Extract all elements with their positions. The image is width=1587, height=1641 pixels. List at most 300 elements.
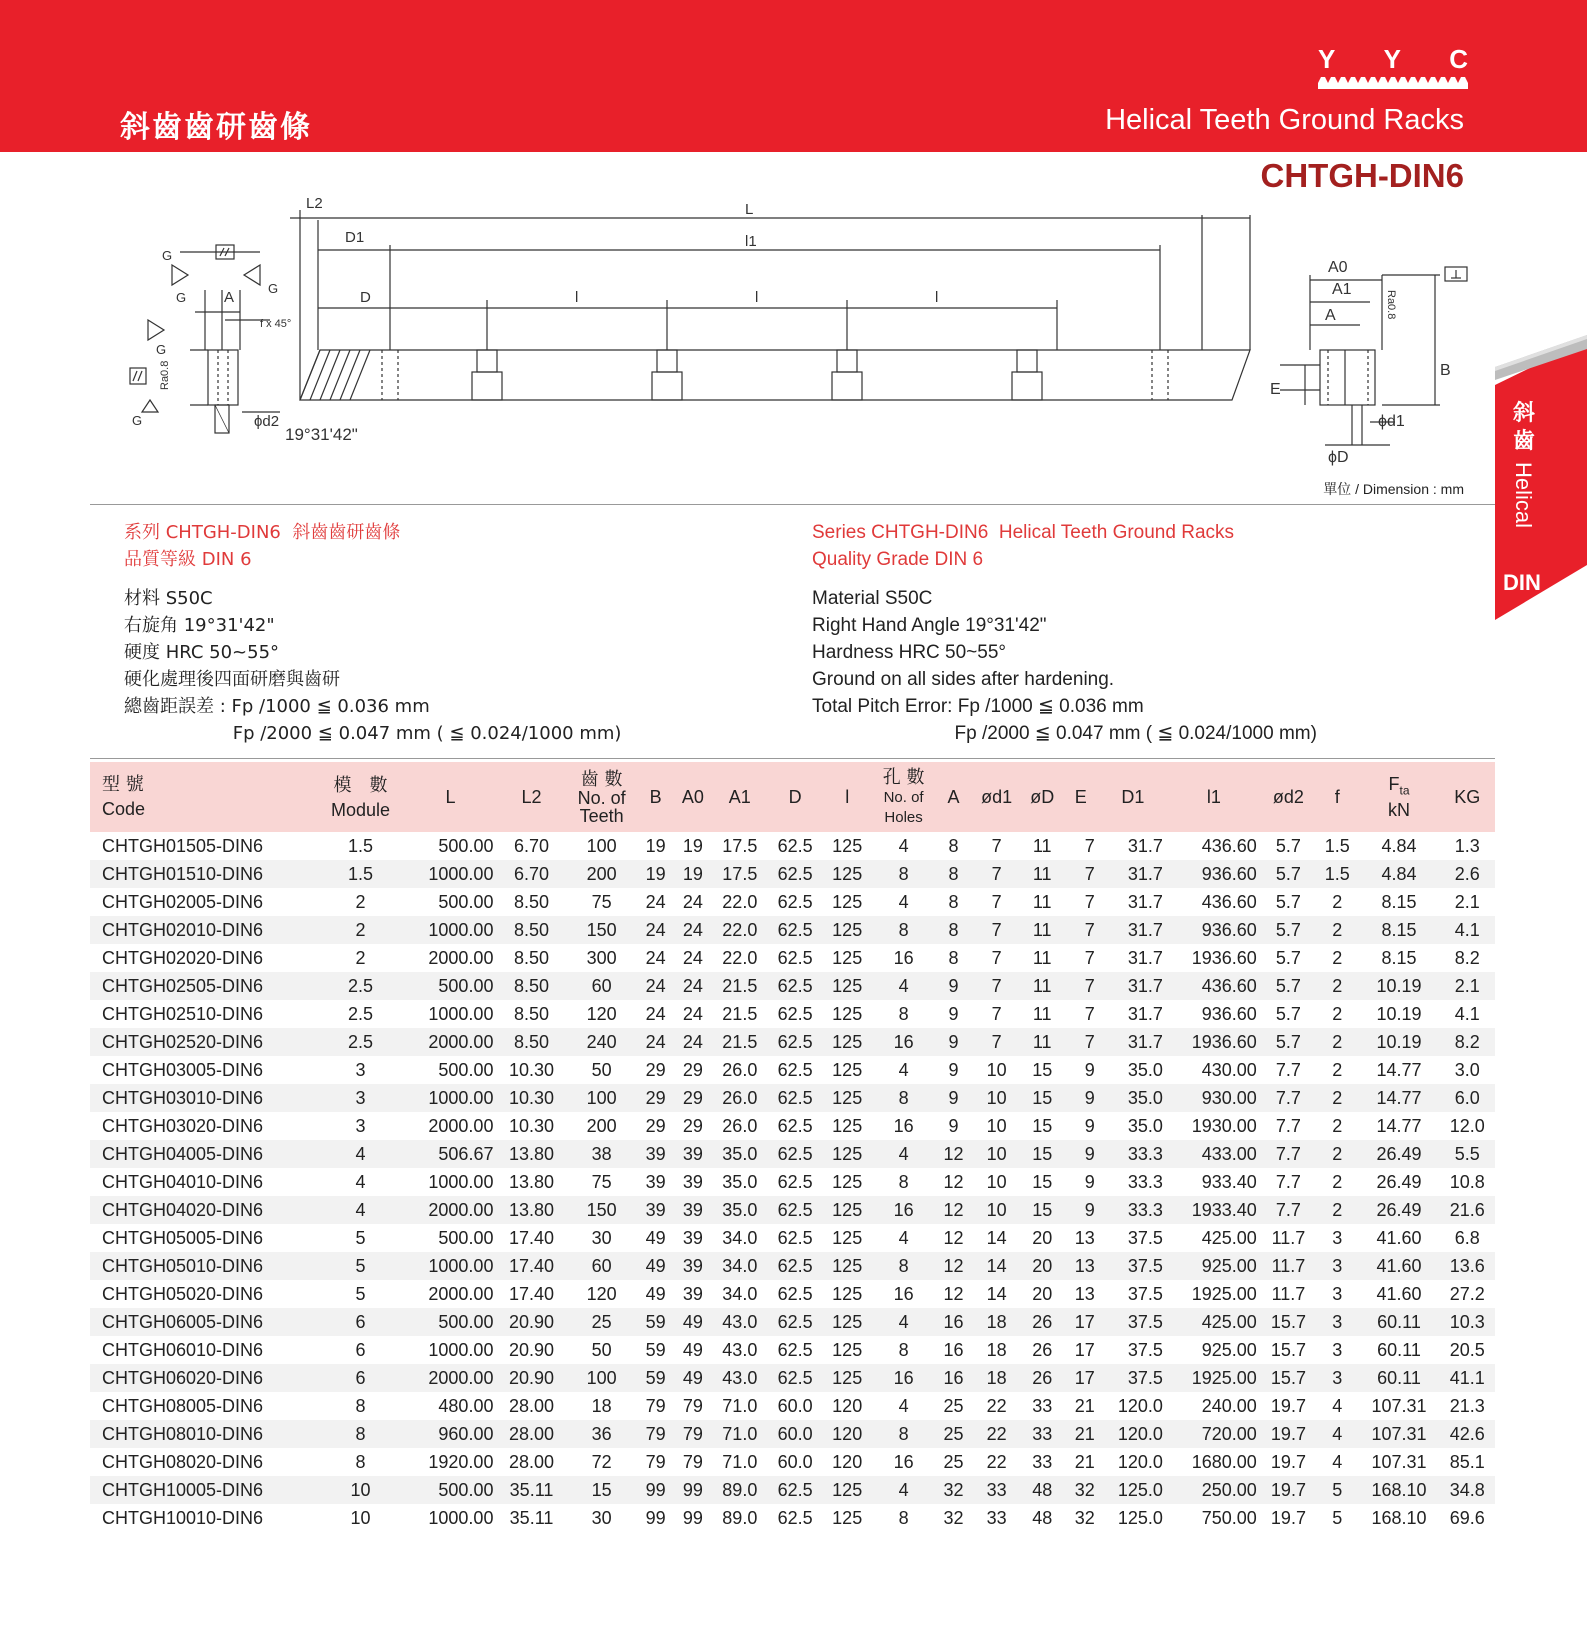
table-cell: CHTGH05005-DIN6: [102, 1227, 264, 1248]
col-header-A1: A1: [712, 762, 767, 832]
table-cell: 29: [645, 1059, 666, 1080]
spec-line: 右旋角 19°31'42": [124, 615, 275, 636]
table-cell: 13.80: [497, 1196, 565, 1224]
table-cell: 125: [832, 1003, 863, 1024]
table-cell: 49: [674, 1364, 713, 1392]
table-cell: 71.0: [722, 1395, 758, 1416]
table-cell: 1925.00: [1167, 1364, 1261, 1392]
table-cell: 59: [638, 1308, 674, 1336]
table-cell: 9: [1063, 1196, 1099, 1224]
table-cell: 24: [674, 916, 713, 944]
table-cell: 2000.00: [404, 1196, 498, 1224]
table-cell: 35.0: [1127, 1115, 1163, 1136]
table-cell: 43.0: [722, 1339, 758, 1360]
table-cell: CHTGH03020-DIN6: [102, 1115, 264, 1136]
table-cell: 8: [898, 1339, 909, 1360]
table-cell: 8: [948, 947, 959, 968]
table-cell: 26.0: [712, 1084, 767, 1112]
table-cell: 8: [872, 1084, 936, 1112]
table-cell: 10: [972, 1084, 1022, 1112]
table-cell: 240.00: [1201, 1395, 1257, 1416]
table-cell: 10.8: [1449, 1171, 1485, 1192]
table-cell: CHTGH06010-DIN6: [102, 1339, 264, 1360]
table-cell: 4: [898, 1395, 909, 1416]
table-cell: 7.7: [1275, 1059, 1301, 1080]
drawing-label: D1: [345, 229, 365, 246]
drawing-label: A: [1325, 307, 1336, 324]
table-cell: 89.0: [722, 1507, 758, 1528]
table-cell: 8: [872, 860, 936, 888]
table-cell: 1000.00: [428, 1003, 494, 1024]
table-cell: 925.00: [1201, 1339, 1257, 1360]
table-cell: 2000.00: [404, 1364, 498, 1392]
table-cell: 436.60: [1201, 891, 1257, 912]
table-cell: 11: [1032, 891, 1052, 912]
table-cell: 7.7: [1275, 1115, 1301, 1136]
table-cell: 11: [1032, 1003, 1052, 1024]
table-row: [90, 832, 1495, 860]
spec-line: Fp /2000 ≦ 0.047 mm ( ≦ 0.024/1000 mm): [124, 723, 622, 744]
drawing-label: B: [1440, 362, 1451, 379]
table-cell: 8.50: [514, 1003, 550, 1024]
table-cell: 24: [674, 972, 713, 1000]
table-cell: 1930.00: [1191, 1115, 1257, 1136]
table-cell: 25: [943, 1395, 964, 1416]
table-cell: 25: [943, 1451, 964, 1472]
table-cell: 120: [832, 1451, 863, 1472]
table-cell: 48: [1032, 1507, 1053, 1528]
table-cell: 21: [1074, 1451, 1095, 1472]
table-cell: 24: [645, 891, 666, 912]
table-cell: 32: [1074, 1507, 1095, 1528]
col-header-L: L: [404, 762, 498, 832]
table-cell: 10.30: [509, 1115, 555, 1136]
table-cell: 21.6: [1440, 1196, 1495, 1224]
table-cell: 125: [832, 1507, 863, 1528]
table-cell: 29: [682, 1059, 703, 1080]
table-cell: 24: [638, 916, 674, 944]
table-cell: 19.7: [1261, 1420, 1316, 1448]
table-cell: 15: [1022, 1140, 1063, 1168]
table-cell: 125: [823, 1252, 872, 1280]
table-cell: 9: [948, 1115, 959, 1136]
table-cell: 4.1: [1440, 916, 1495, 944]
table-cell: 436.60: [1201, 835, 1257, 856]
table-cell: 1000.00: [428, 1339, 494, 1360]
table-cell: 3.0: [1454, 1059, 1480, 1080]
table-cell: 33: [972, 1476, 1022, 1504]
table-cell: 2: [1332, 1171, 1343, 1192]
table-cell: 39: [674, 1196, 713, 1224]
table-cell: 2: [1316, 916, 1358, 944]
table-cell: 8.2: [1440, 1028, 1495, 1056]
table-cell: 250.00: [1167, 1476, 1261, 1504]
table-cell: 60.0: [777, 1451, 813, 1472]
col-header-teeth: 齒 數 No. of Teeth: [566, 762, 638, 832]
table-cell: 19.7: [1270, 1507, 1306, 1528]
table-cell: 34.0: [722, 1283, 758, 1304]
table-cell: 2: [1316, 1140, 1358, 1168]
drawing-label: A0: [1328, 259, 1348, 276]
table-cell: 1000.00: [404, 1084, 498, 1112]
table-cell: 8.15: [1381, 947, 1417, 968]
table-cell: 24: [682, 947, 703, 968]
table-cell: 22.0: [722, 947, 758, 968]
table-cell: CHTGH04005-DIN6: [90, 1140, 317, 1168]
table-header-row: [90, 762, 1495, 832]
table-cell: 12: [943, 1283, 964, 1304]
table-cell: 25: [936, 1420, 972, 1448]
table-cell: 7: [1084, 835, 1095, 856]
table-cell: 7: [991, 1003, 1002, 1024]
table-cell: 936.60: [1167, 916, 1261, 944]
series-en: Series CHTGH-DIN6 Helical Teeth Ground Racks: [812, 522, 1235, 543]
col-header-A0: A0: [674, 762, 713, 832]
table-cell: 2: [1332, 1003, 1343, 1024]
table-cell: 15: [1032, 1059, 1053, 1080]
table-cell: 9: [936, 1028, 972, 1056]
table-cell: 3: [1316, 1308, 1358, 1336]
table-row: [90, 1476, 1495, 1504]
table-cell: CHTGH02020-DIN6: [102, 947, 264, 968]
table-cell: 41.60: [1376, 1227, 1422, 1248]
table-cell: 26.0: [722, 1059, 758, 1080]
table-cell: 7: [1063, 916, 1099, 944]
table-cell: 125: [823, 916, 872, 944]
table-cell: 930.00: [1167, 1084, 1261, 1112]
table-cell: 17.40: [509, 1283, 555, 1304]
table-cell: 17.40: [509, 1227, 555, 1248]
table-row: [90, 1280, 1495, 1308]
table-cell: 150: [566, 916, 638, 944]
table-cell: 925.00: [1167, 1252, 1261, 1280]
table-cell: 19.7: [1261, 1476, 1316, 1504]
table-cell: 5: [355, 1283, 366, 1304]
table-cell: 5.7: [1261, 1028, 1316, 1056]
table-cell: 2: [355, 947, 366, 968]
logo-letter: Y: [1383, 44, 1401, 74]
table-cell: 19: [645, 835, 666, 856]
table-cell: 33.3: [1127, 1171, 1163, 1192]
table-cell: 8: [872, 1252, 936, 1280]
gear-teeth-icon: [1318, 77, 1468, 89]
table-cell: 31.7: [1099, 916, 1167, 944]
table-cell: 1920.00: [428, 1451, 494, 1472]
table-cell: 33.3: [1099, 1140, 1167, 1168]
table-cell: 10: [986, 1059, 1007, 1080]
drawing-label: Ra0.8: [159, 360, 171, 390]
table-cell: 39: [638, 1196, 674, 1224]
table-cell: 125: [832, 1227, 863, 1248]
table-cell: 506.67: [404, 1140, 498, 1168]
table-cell: 75: [591, 1171, 612, 1192]
table-cell: 8.2: [1454, 947, 1480, 968]
table-cell: 3: [1332, 1283, 1343, 1304]
table-cell: 4.84: [1381, 835, 1417, 856]
table-cell: 20: [1032, 1227, 1053, 1248]
table-cell: 7: [991, 835, 1002, 856]
col-header-f: f: [1316, 762, 1358, 832]
table-row: [90, 1028, 1495, 1056]
table-cell: 39: [682, 1283, 703, 1304]
table-cell: 16: [893, 1451, 914, 1472]
table-cell: 8.15: [1359, 916, 1440, 944]
table-cell: 79: [682, 1451, 703, 1472]
table-cell: 60.0: [767, 1420, 822, 1448]
table-cell: 2000.00: [428, 1283, 494, 1304]
table-row: [90, 1336, 1495, 1364]
table-cell: 500.00: [404, 1476, 498, 1504]
table-cell: 12: [936, 1196, 972, 1224]
table-cell: 35.11: [509, 1507, 554, 1528]
table-cell: 31.7: [1127, 891, 1163, 912]
table-cell: 62.5: [767, 1364, 822, 1392]
table-cell: 100: [586, 835, 617, 856]
table-cell: 26.0: [722, 1115, 758, 1136]
table-cell: 125: [832, 1339, 863, 1360]
table-cell: 32: [936, 1476, 972, 1504]
table-cell: 1000.00: [404, 916, 498, 944]
cross-section-left-view: [130, 245, 280, 433]
table-cell: 4: [872, 1140, 936, 1168]
table-cell: 12: [943, 1227, 964, 1248]
table-cell: 11.7: [1271, 1227, 1306, 1248]
table-cell: 13: [1074, 1227, 1095, 1248]
table-cell: 49: [638, 1252, 674, 1280]
table-cell: 8: [948, 835, 959, 856]
table-cell: 41.1: [1440, 1364, 1495, 1392]
table-cell: 433.00: [1167, 1140, 1261, 1168]
drawing-label: ϕD: [1328, 449, 1349, 466]
table-cell: 14: [986, 1283, 1007, 1304]
table-cell: 125.0: [1099, 1476, 1167, 1504]
table-cell: 62.5: [777, 1339, 813, 1360]
col-header-B: B: [638, 762, 674, 832]
table-cell: 9: [1084, 1115, 1095, 1136]
table-cell: 7.7: [1261, 1084, 1316, 1112]
yyc-logo: [1318, 44, 1468, 94]
table-cell: 5.7: [1275, 835, 1301, 856]
table-cell: 17.40: [497, 1252, 565, 1280]
table-cell: 99: [638, 1476, 674, 1504]
table-row: [90, 1224, 1495, 1252]
model-code: CHTGH-DIN6: [1260, 157, 1464, 194]
table-cell: 71.0: [722, 1451, 758, 1472]
table-cell: 4: [872, 972, 936, 1000]
table-cell: 33: [1032, 1395, 1053, 1416]
table-cell: 18: [972, 1364, 1022, 1392]
table-cell: 16: [872, 1364, 936, 1392]
table-cell: 8.50: [497, 1028, 565, 1056]
table-cell: 20.90: [509, 1339, 555, 1360]
table-cell: 18: [986, 1339, 1007, 1360]
table-cell: 22: [986, 1451, 1007, 1472]
table-cell: 936.60: [1167, 860, 1261, 888]
table-cell: 120: [586, 1283, 617, 1304]
table-cell: 11.7: [1261, 1252, 1316, 1280]
table-cell: 29: [638, 1084, 674, 1112]
table-cell: 16: [936, 1308, 972, 1336]
table-cell: 8.50: [497, 916, 565, 944]
table-cell: 125: [823, 1084, 872, 1112]
table-cell: 33: [1022, 1420, 1063, 1448]
table-cell: 21: [1063, 1420, 1099, 1448]
drawing-label: ϕd2: [254, 413, 280, 430]
table-cell: 1925.00: [1191, 1283, 1257, 1304]
table-row: [90, 1252, 1495, 1280]
table-cell: 5: [355, 1227, 366, 1248]
table-cell: 24: [638, 972, 674, 1000]
table-cell: 107.31: [1359, 1420, 1440, 1448]
table-cell: 6.0: [1440, 1084, 1495, 1112]
table-cell: 2: [1316, 1196, 1358, 1224]
table-cell: CHTGH08010-DIN6: [90, 1420, 317, 1448]
table-cell: 60.11: [1377, 1339, 1421, 1360]
table-cell: 10.30: [509, 1059, 555, 1080]
spec-info-en: [812, 519, 1317, 747]
col-header-code: 型 號 Code: [90, 762, 317, 832]
table-cell: 500.00: [438, 1227, 494, 1248]
table-cell: 7: [1084, 891, 1095, 912]
table-cell: 16: [943, 1339, 964, 1360]
table-cell: 99: [674, 1476, 713, 1504]
table-cell: 1000.00: [428, 1507, 494, 1528]
table-cell: 35.0: [712, 1140, 767, 1168]
table-cell: 49: [645, 1227, 666, 1248]
table-cell: 9: [1063, 1084, 1099, 1112]
table-cell: 19: [638, 860, 674, 888]
table-cell: 15: [1022, 1084, 1063, 1112]
col-header-module: 模 數 Module: [317, 762, 403, 832]
table-cell: 4: [1332, 1395, 1343, 1416]
table-cell: 125: [832, 891, 863, 912]
table-cell: 11: [1022, 916, 1063, 944]
table-cell: 62.5: [767, 1084, 822, 1112]
table-cell: 9: [1084, 1059, 1095, 1080]
table-cell: 21: [1074, 1395, 1095, 1416]
table-cell: 19.7: [1270, 1395, 1306, 1416]
table-cell: 1936.60: [1191, 947, 1257, 968]
table-cell: 480.00: [438, 1395, 494, 1416]
drawing-label: E: [1270, 381, 1281, 398]
grade-cn: 品質等級 DIN 6: [124, 549, 252, 570]
table-cell: 32: [1063, 1476, 1099, 1504]
table-cell: 28.00: [509, 1395, 555, 1416]
table-cell: 5.7: [1261, 860, 1316, 888]
table-cell: 15: [1032, 1115, 1053, 1136]
table-cell: 125: [832, 1059, 863, 1080]
table-cell: 10.19: [1376, 1003, 1422, 1024]
table-cell: 7: [1063, 972, 1099, 1000]
table-cell: 7: [972, 1028, 1022, 1056]
table-cell: 35.11: [497, 1476, 565, 1504]
table-cell: CHTGH02520-DIN6: [90, 1028, 317, 1056]
table-cell: 125: [823, 1308, 872, 1336]
table-cell: 62.5: [777, 1227, 813, 1248]
table-cell: 37.5: [1127, 1339, 1163, 1360]
table-cell: CHTGH05010-DIN6: [90, 1252, 317, 1280]
table-cell: 62.5: [777, 1283, 813, 1304]
table-cell: 15: [1022, 1196, 1063, 1224]
table-cell: 5: [1332, 1507, 1343, 1528]
table-cell: 200: [586, 1115, 617, 1136]
side-tab-text: [1498, 400, 1550, 528]
table-cell: 8: [898, 1507, 909, 1528]
spec-line: Hardness HRC 50~55°: [812, 642, 1006, 663]
table-cell: CHTGH02010-DIN6: [90, 916, 317, 944]
table-cell: 15.7: [1270, 1339, 1306, 1360]
table-cell: 100: [566, 1084, 638, 1112]
table-cell: 7: [1084, 947, 1095, 968]
table-cell: 62.5: [767, 916, 822, 944]
table-cell: 34.8: [1440, 1476, 1495, 1504]
table-cell: 33: [986, 1507, 1007, 1528]
table-cell: 62.5: [777, 1171, 813, 1192]
table-cell: 11.7: [1271, 1283, 1306, 1304]
table-cell: 750.00: [1201, 1507, 1257, 1528]
table-cell: 120.0: [1117, 1451, 1163, 1472]
table-cell: 425.00: [1201, 1227, 1257, 1248]
table-cell: 12: [936, 1140, 972, 1168]
table-cell: 150: [566, 1196, 638, 1224]
table-cell: CHTGH01505-DIN6: [102, 835, 264, 856]
table-cell: 2: [1332, 1059, 1343, 1080]
table-cell: 62.5: [767, 1196, 822, 1224]
table-cell: 62.5: [777, 1115, 813, 1136]
table-cell: 6: [317, 1364, 403, 1392]
table-cell: 7.7: [1261, 1140, 1316, 1168]
table-cell: 39: [682, 1171, 703, 1192]
table-row: [90, 1000, 1495, 1028]
table-cell: 31.7: [1099, 860, 1167, 888]
table-cell: 125: [832, 947, 863, 968]
col-header-holes: 孔 數 No. of Holes: [872, 762, 936, 832]
table-cell: 17: [1063, 1364, 1099, 1392]
table-cell: 10: [972, 1140, 1022, 1168]
table-cell: 425.00: [1167, 1308, 1261, 1336]
table-cell: 5.7: [1261, 916, 1316, 944]
table-cell: 7: [991, 947, 1002, 968]
col-header-D: D: [767, 762, 822, 832]
table-cell: 10: [972, 1196, 1022, 1224]
table-cell: 1.5: [1316, 860, 1358, 888]
col-header-dD: øD: [1022, 762, 1063, 832]
table-cell: 2: [317, 916, 403, 944]
table-cell: 15.7: [1261, 1308, 1316, 1336]
table-cell: 4: [898, 1059, 909, 1080]
table-cell: 720.00: [1167, 1420, 1261, 1448]
col-header-A: A: [936, 762, 972, 832]
drawing-label: G: [132, 413, 143, 428]
table-cell: 436.60: [1167, 972, 1261, 1000]
table-cell: 39: [682, 1227, 703, 1248]
table-cell: 62.5: [777, 835, 813, 856]
table-cell: 13.80: [509, 1171, 555, 1192]
table-cell: 2: [1316, 1084, 1358, 1112]
table-cell: 8: [898, 1003, 909, 1024]
col-header-L2: L2: [497, 762, 565, 832]
table-cell: 120: [823, 1420, 872, 1448]
table-cell: 79: [674, 1420, 713, 1448]
table-cell: 1000.00: [428, 1171, 494, 1192]
table-cell: 14.77: [1359, 1084, 1440, 1112]
table-cell: 31.7: [1127, 835, 1163, 856]
table-cell: 1000.00: [404, 860, 498, 888]
table-cell: 62.5: [777, 891, 813, 912]
table-row: [90, 1504, 1495, 1532]
table-cell: 26.49: [1376, 1171, 1422, 1192]
table-cell: 3: [1332, 1339, 1343, 1360]
